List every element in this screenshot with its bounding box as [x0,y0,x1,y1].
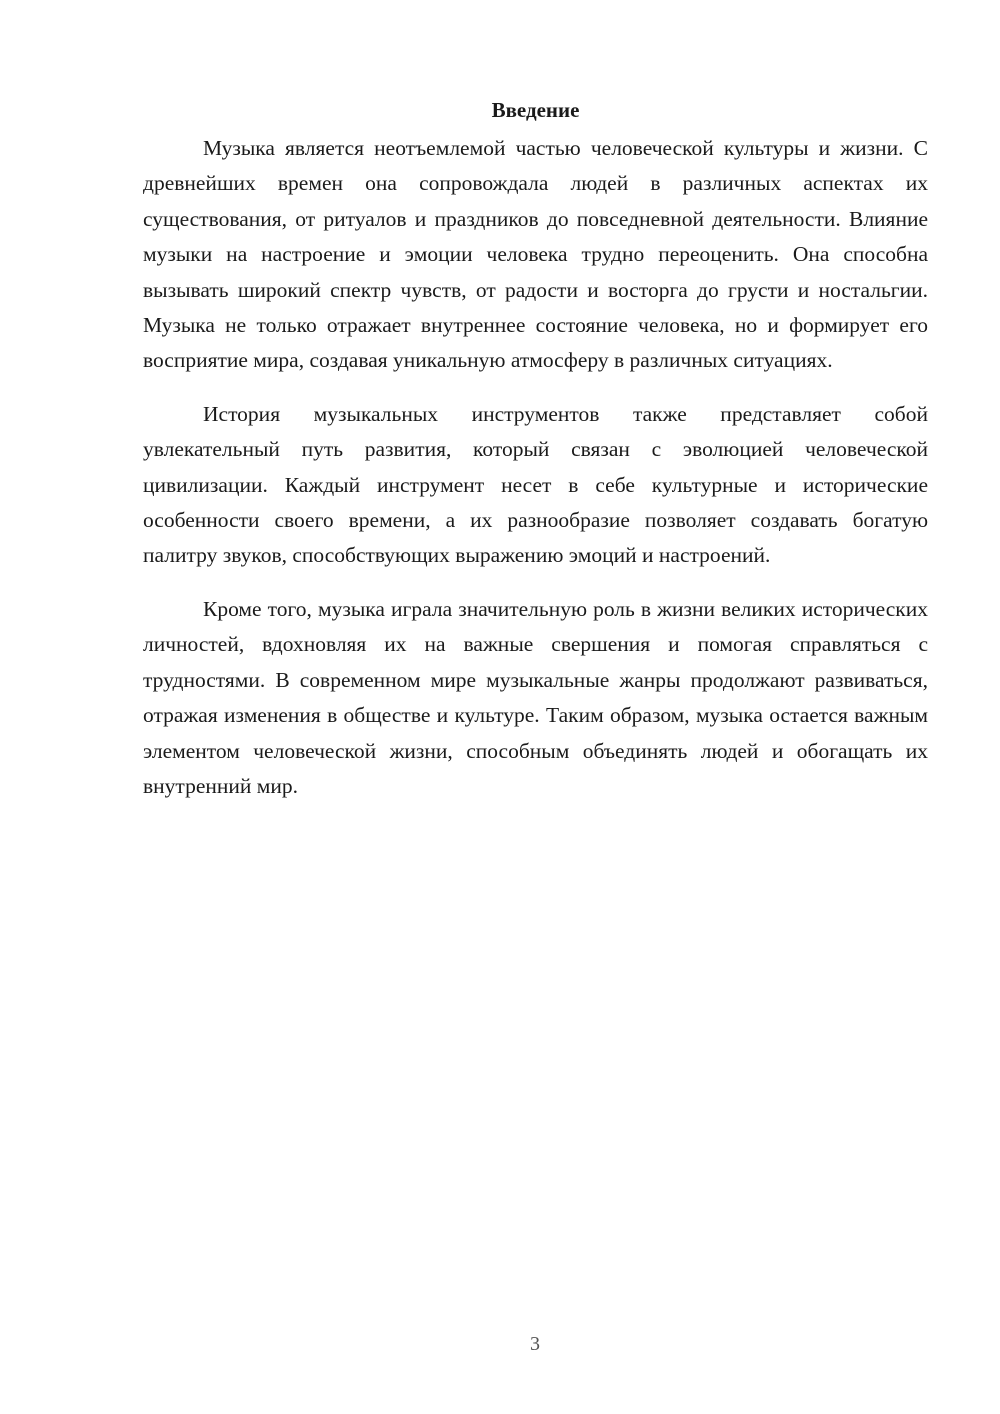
paragraph-3: Кроме того, музыка играла значительную роль в жизни великих исторических личностей, вдохновляя их на важные свершения и помогая справляться с трудностями. В современном мире музыкальные жанры продолжают развиваться, отражая изменения в обществе и культуре. Таким образом, музыка остается важным элементом человеческой жизни, способным объединять людей и обогащать их внутренний мир. [143,596,928,798]
paragraph-1: Музыка является неотъемлемой частью человеческой культуры и жизни. С древнейших времен она сопровождала людей в различных аспектах их существования, от ритуалов и праздников до повседневной деятельности. Влияние музыки на настроение и эмоции человека трудно переоценить. Она способна вызывать широкий спектр чувств, от радости и восторга до грусти и ностальгии. Музыка не только отражает внутреннее состояние человека, но и формирует его восприятие мира, создавая уникальную атмосферу в различных ситуациях. [143,136,928,373]
paragraph-2: История музыкальных инструментов также представляет собой увлекательный путь развития, который связан с эволюцией человеческой цивилизации. Каждый инструмент несет в себе культурные и исторические особенности своего времени, а их разнообразие позволяет создавать богатую палитру звуков, способствующих выражению эмоций и настроений. [143,401,928,568]
page-number: 3 [530,1333,540,1355]
page-content [143,95,928,822]
section-heading: Введение [491,98,580,122]
